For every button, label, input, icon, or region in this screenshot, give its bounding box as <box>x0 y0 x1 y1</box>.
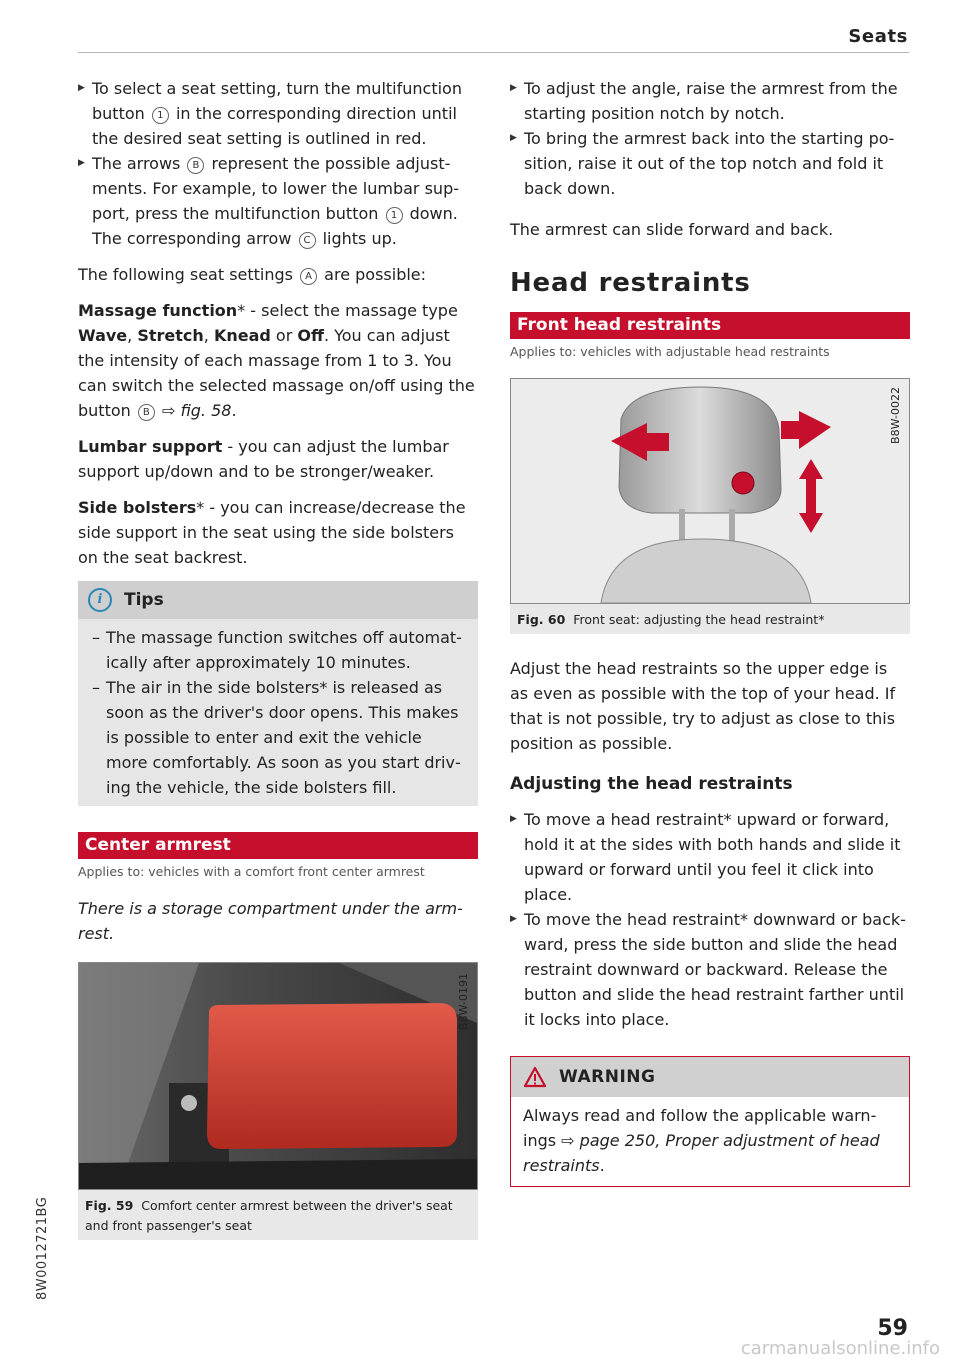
running-header-title: Seats <box>848 26 908 47</box>
watermark: carmanualsonline.info <box>740 1338 940 1359</box>
figure-reference-link[interactable]: fig. 58 <box>180 401 232 420</box>
warning-triangle-icon <box>523 1066 547 1088</box>
seat-setting-steps <box>78 76 478 251</box>
figure-code: B8W-0191 <box>457 973 470 1030</box>
adjust-steps <box>510 807 910 1032</box>
lumbar-paragraph: Lumbar support - you can adjust the lumbar support up/down and to be stronger/weaker. <box>78 437 449 481</box>
left-column <box>78 76 478 1240</box>
settings-intro: The following seat settings A are possible: <box>78 265 427 284</box>
adjust-paragraph: Adjust the head restraints so the upper edge is as even as possible with the top of your head. If that is not possible, try to adjust as close to this position as possible. <box>510 659 896 753</box>
head-restraint-illustration <box>511 379 909 603</box>
info-icon: i <box>88 588 112 612</box>
page-number: 59 <box>877 1316 908 1341</box>
callout-marker: 1 <box>386 207 403 224</box>
header-rule <box>78 52 909 53</box>
subsection-heading: Adjusting the head restraints <box>510 774 793 794</box>
document-code: 8W0012721BG <box>35 1196 50 1300</box>
figure-60 <box>510 378 910 634</box>
list-item: ▶ To move the head restraint* downward or backward, press the side button and slide the head restraint downward or backward. Release the button and slide the head restraint farther until it locks into place. <box>510 907 910 1032</box>
list-item: – The massage function switches off automatically after approximately 10 minutes. <box>106 625 468 675</box>
right-column <box>510 76 910 1187</box>
warning-body: Always read and follow the applicable warnings ⇨ page 250, Proper adjustment of head restraints. <box>511 1097 909 1186</box>
list-item: ▶ To move a head restraint* upward or forward, hold it at the sides with both hands and slide it upward or forward until you feel it click into place. <box>510 807 910 907</box>
intro-text: There is a storage compartment under the armrest. <box>78 899 463 943</box>
figure-caption: Fig. 59 Comfort center armrest between the driver's seat and front passenger's seat <box>85 1198 453 1233</box>
massage-paragraph: Massage function* - select the massage type Wave, Stretch, Knead or Off. You can adjust the intensity of each massage from 1 to 3. You can switch the selected massage on/off using the button B ⇨ fig. 58. <box>78 301 475 420</box>
callout-marker: B <box>187 157 204 174</box>
head-restraint-photo <box>510 378 910 604</box>
applies-to-note: Applies to: vehicles with adjustable head restraints <box>510 344 830 359</box>
armrest-steps <box>510 76 910 201</box>
callout-marker: 1 <box>152 107 169 124</box>
callout-marker: B <box>138 404 155 421</box>
list-item: ▶ To select a seat setting, turn the multifunction button 1 in the corresponding direction until the desired seat setting is outlined in red. <box>78 76 478 151</box>
armrest-slide-text: The armrest can slide forward and back. <box>510 220 834 239</box>
figure-code: B8W-0022 <box>889 387 902 444</box>
list-item: ▶ To adjust the angle, raise the armrest from the starting position notch by notch. <box>510 76 910 126</box>
list-item: – The air in the side bolsters* is released as soon as the driver's door opens. This makes is possible to enter and exit the vehicle more comfortably. As soon as you start driving the vehicle, the side bolsters fill. <box>106 675 468 800</box>
callout-marker: A <box>300 268 317 285</box>
figure-caption: Fig. 60 Front seat: adjusting the head restraint* <box>517 612 825 627</box>
tips-header: i Tips <box>78 581 478 619</box>
figure-59 <box>78 962 478 1240</box>
list-item: ▶ To bring the armrest back into the starting position, raise it out of the top notch and fold it back down. <box>510 126 910 201</box>
warning-header: WARNING <box>511 1057 909 1097</box>
side-bolsters-paragraph: Side bolsters* - you can increase/decrease the side support in the seat using the side bolsters on the seat backrest. <box>78 498 466 567</box>
armrest-illustration <box>79 963 477 1189</box>
section-bar-front-head-restraints: Front head restraints <box>510 312 910 339</box>
list-item: ▶ The arrows B represent the possible adjustments. For example, to lower the lumbar support, press the multifunction button 1 down. The corresponding arrow C lights up. <box>78 151 478 251</box>
tips-box <box>78 581 478 806</box>
applies-to-note: Applies to: vehicles with a comfort front center armrest <box>78 864 425 879</box>
tips-list <box>78 619 478 800</box>
page-reference-link[interactable]: page 250, Proper adjustment of head restraints <box>523 1131 880 1175</box>
armrest-photo <box>78 962 478 1190</box>
warning-box <box>510 1056 910 1187</box>
section-bar-center-armrest: Center armrest <box>78 832 478 859</box>
chapter-heading: Head restraints <box>510 268 751 298</box>
callout-marker: C <box>299 232 316 249</box>
